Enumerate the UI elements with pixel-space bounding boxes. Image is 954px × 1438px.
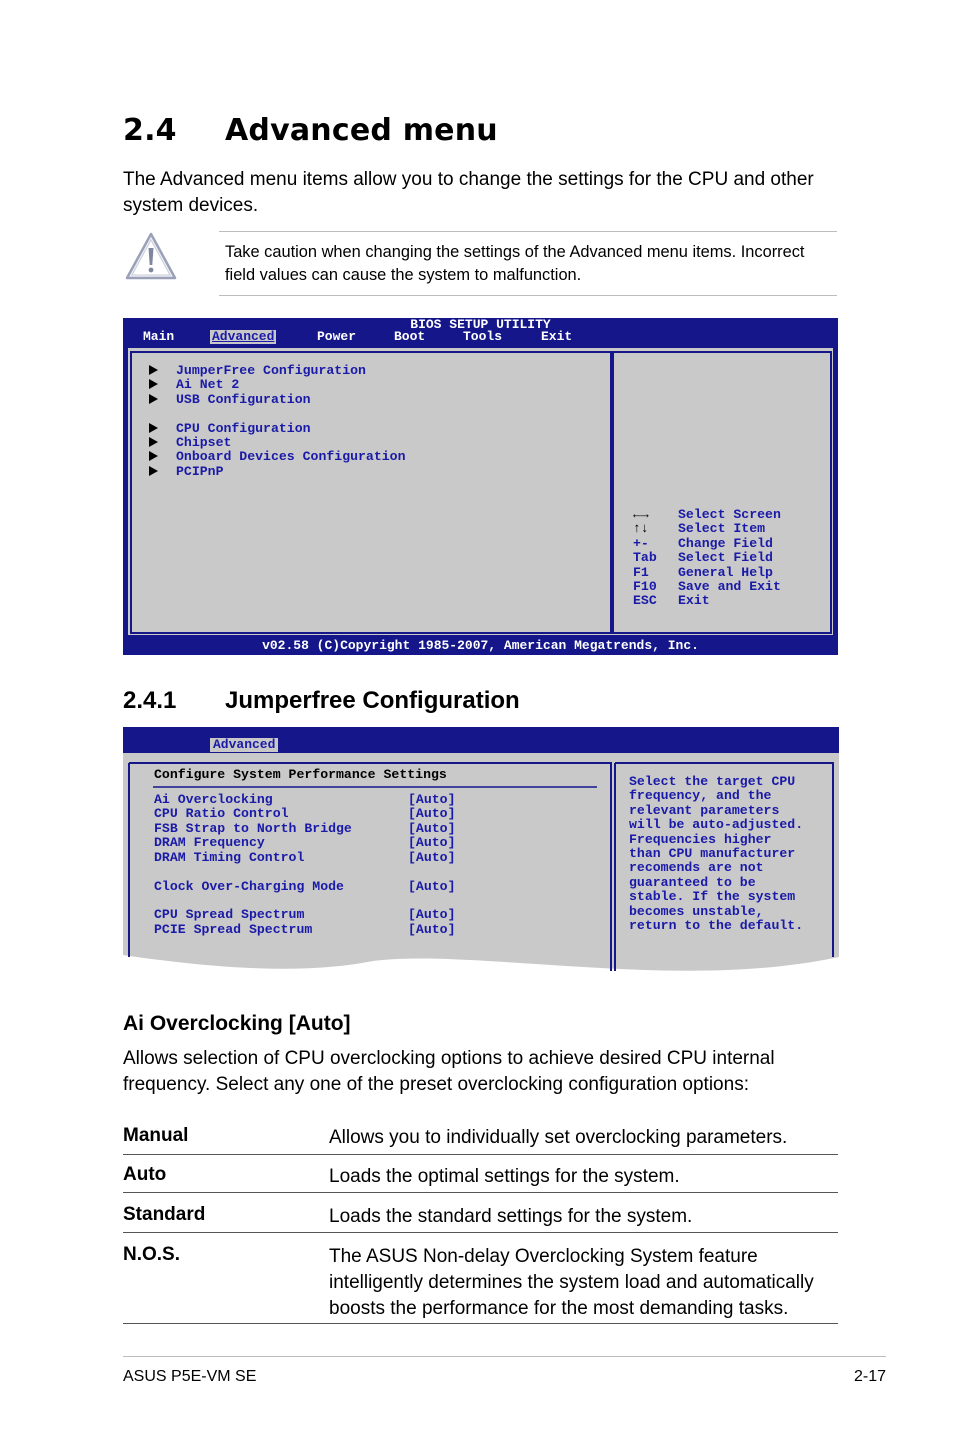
key-f1: F1 [633,565,649,580]
key-action: Exit [678,593,710,608]
option-term: Auto [123,1164,167,1185]
setting-cpu-ratio[interactable]: CPU Ratio Control [154,806,289,821]
setting-clock-overcharging[interactable]: Clock Over-Charging Mode [154,879,344,894]
option-desc: Loads the optimal settings for the system. [329,1166,680,1187]
key-action: Change Field [678,536,773,551]
submenu-arrow-icon [149,437,158,447]
key-action: Select Item [678,521,766,536]
bios-main-panel [128,348,833,635]
bios-tab-advanced[interactable]: Advanced [210,738,278,752]
footer-model: ASUS P5E-VM SE [123,1368,257,1385]
submenu-arrow-icon [149,379,158,389]
submenu-arrow-icon [149,423,158,433]
option-row-manual [123,1125,838,1155]
bios-item-pcipnp[interactable]: PCIPnP [176,464,224,479]
setting-value[interactable]: [Auto] [408,922,456,937]
intro-paragraph: The Advanced menu items allow you to change the settings for the CPU and other system devices. [123,169,814,216]
warning-icon [125,231,177,281]
bios-item-usb[interactable]: USB Configuration [176,392,311,407]
page-title [123,113,498,148]
key-plus-minus: +- [633,536,649,551]
option-desc: Allows you to individually set overclocking parameters. [329,1127,788,1148]
key-tab: Tab [633,550,657,565]
bios-title: BIOS SETUP UTILITY [410,317,551,332]
bios-item-chipset[interactable]: Chipset [176,435,232,450]
settings-header: Configure System Performance Settings [154,767,447,782]
bios-item-ainet2[interactable]: Ai Net 2 [176,377,240,392]
submenu-arrow-icon [149,466,158,476]
section-title: Advanced menu [225,113,498,148]
setting-value[interactable]: [Auto] [408,879,456,894]
submenu-arrow-icon [149,394,158,404]
key-action: Select Field [678,550,773,565]
subsection-number: 2.4.1 [123,687,177,714]
bios-screen-advanced [123,318,838,655]
bios-menu-boot[interactable]: Boot [394,329,426,344]
key-left-right: ←→ [633,507,649,522]
option-term: Manual [123,1125,189,1146]
key-action: Save and Exit [678,579,781,594]
key-action: General Help [678,565,773,580]
submenu-arrow-icon [149,451,158,461]
setting-value[interactable]: [Auto] [408,907,456,922]
setting-value[interactable]: [Auto] [408,821,456,836]
option-heading: Ai Overclocking [Auto] [123,1012,351,1035]
bios-item-onboard[interactable]: Onboard Devices Configuration [176,449,406,464]
setting-value[interactable]: [Auto] [408,792,456,807]
option-row-auto [123,1164,838,1193]
setting-fsb-strap[interactable]: FSB Strap to North Bridge [154,821,352,836]
submenu-arrow-icon [149,365,158,375]
key-action: Select Screen [678,507,781,522]
option-desc: The ASUS Non-delay Overclocking System feature intelligently determines the system load and automatically boosts the performance for the most demanding tasks. [329,1246,814,1319]
option-term: N.O.S. [123,1244,181,1265]
setting-pcie-spread[interactable]: PCIE Spread Spectrum [154,922,313,937]
option-desc: Loads the standard settings for the system. [329,1206,693,1227]
subsection-heading [123,687,520,715]
page-number: 2-17 [853,1368,886,1385]
setting-value[interactable]: [Auto] [408,850,456,865]
bios-help-text: Select the target CPU frequency, and the relevant parameters will be auto-adjusted. Frequencies higher than CPU manufacturer recomends are not guaranteed to be stable. If the system becomes unstable, return to the default. [629,774,804,934]
key-up-down: ↑↓ [633,521,649,536]
bios-menu-main[interactable]: Main [143,329,175,344]
setting-dram-timing[interactable]: DRAM Timing Control [154,850,305,865]
bios-menu-tools[interactable]: Tools [463,329,503,344]
key-f10: F10 [633,579,657,594]
option-description: Allows selection of CPU overclocking options to achieve desired CPU internal frequency. Select any one of the preset overclocking configuration options: [123,1048,775,1095]
caution-box [219,231,837,296]
bios-menu-power[interactable]: Power [317,329,357,344]
option-row-nos [123,1244,838,1324]
setting-dram-frequency[interactable]: DRAM Frequency [154,835,265,850]
option-row-standard [123,1204,838,1233]
bios-copyright: v02.58 (C)Copyright 1985-2007, American Megatrends, Inc. [262,638,699,653]
caution-text: Take caution when changing the settings of the Advanced menu items. Incorrect field values can cause the system to malfunction. [225,243,805,284]
footer-divider [123,1356,886,1357]
section-number: 2.4 [123,113,177,148]
setting-value[interactable]: [Auto] [408,835,456,850]
bios-screen-jumperfree [123,727,839,985]
setting-ai-overclocking[interactable]: Ai Overclocking [154,792,273,807]
setting-cpu-spread[interactable]: CPU Spread Spectrum [154,907,305,922]
option-term: Standard [123,1204,206,1225]
bios-menu-advanced[interactable]: Advanced [212,329,275,344]
bios-menu-exit[interactable]: Exit [541,329,573,344]
bios-item-jumperfree[interactable]: JumperFree Configuration [176,363,366,378]
bios-item-cpu[interactable]: CPU Configuration [176,421,311,436]
setting-value[interactable]: [Auto] [408,806,456,821]
subsection-title: Jumperfree Configuration [225,687,520,714]
key-esc: ESC [633,593,657,608]
